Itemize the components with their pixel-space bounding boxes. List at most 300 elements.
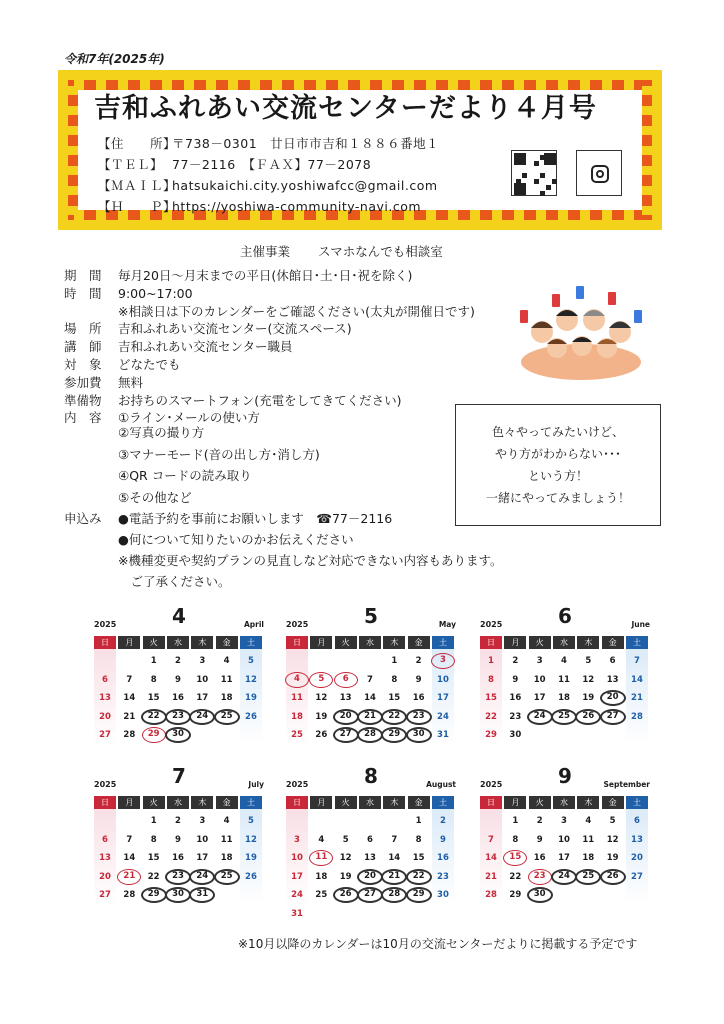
calendar-day: 12 bbox=[582, 674, 595, 685]
calendar-day: 19 bbox=[245, 853, 257, 863]
calendar-day: 13 bbox=[364, 853, 376, 863]
calendar-day: 5 bbox=[248, 816, 254, 826]
calendar-day: 8 bbox=[150, 674, 157, 685]
weekday-header: 火 bbox=[143, 796, 165, 809]
event-title: スマホなんでも相談室 bbox=[318, 244, 443, 259]
footer-note: ※10月以降のカレンダーは10月の交流センターだよりに掲載する予定です bbox=[238, 937, 638, 951]
weekday-header: 金 bbox=[216, 636, 238, 649]
weekday-header: 水 bbox=[553, 796, 575, 809]
weekday-header: 水 bbox=[167, 636, 189, 649]
weekday-header: 金 bbox=[216, 796, 238, 809]
banner-border-dash bbox=[602, 210, 612, 220]
calendar-day: 19 bbox=[339, 871, 352, 882]
invitation-box: 色々やってみたいけど、 やり方がわからない･･･ という方！ 一緒にやってみましょう！ bbox=[455, 404, 661, 526]
calendar-day: 3 bbox=[199, 656, 206, 666]
calendar-day: 15 bbox=[485, 693, 497, 703]
weekday-header: 月 bbox=[118, 636, 140, 649]
calendar-day: 3 bbox=[199, 816, 206, 826]
calendar-day: 29 bbox=[485, 730, 497, 740]
calendar-day: 15 bbox=[503, 850, 527, 866]
calendar-day: 2 bbox=[536, 816, 543, 826]
calendar-day: 9 bbox=[440, 834, 446, 845]
calendar-day: 6 bbox=[609, 656, 616, 666]
calendar-day: 23 bbox=[509, 711, 522, 722]
calendar-day: 17 bbox=[291, 871, 303, 882]
calendar-day: 31 bbox=[291, 908, 303, 919]
calendar-day: 8 bbox=[415, 834, 422, 845]
consultation-day: 25 bbox=[214, 869, 240, 885]
consultation-day: 26 bbox=[600, 869, 626, 885]
weekday-header: 月 bbox=[504, 636, 526, 649]
calendar-day: 11 bbox=[309, 850, 333, 866]
month-calendar bbox=[94, 604, 264, 740]
weekday-header: 木 bbox=[577, 796, 599, 809]
calendar-day: 11 bbox=[582, 834, 595, 845]
weekday-header: 日 bbox=[94, 796, 116, 809]
weekday-header: 木 bbox=[191, 636, 213, 649]
homepage-line: 【Ｈ Ｐ】https://yoshiwa-community-navi.com bbox=[98, 199, 422, 214]
event-detail-row: 期 間 毎月20日～月末までの平日(休館日･土･日･祝を除く) bbox=[64, 268, 413, 283]
calendar-day: 13 bbox=[99, 693, 111, 703]
calendar-day: 19 bbox=[245, 693, 257, 703]
weekday-header: 金 bbox=[408, 636, 430, 649]
calendar-day: 26 bbox=[245, 711, 257, 722]
calendar-day: 2 bbox=[512, 656, 519, 666]
calendar-day: 14 bbox=[123, 693, 136, 703]
calendar-day: 13 bbox=[606, 674, 619, 685]
banner-border-dash bbox=[514, 210, 524, 220]
consultation-day: 26 bbox=[575, 709, 601, 725]
calendar-day: 24 bbox=[437, 711, 449, 722]
calendar-day: 7 bbox=[367, 674, 373, 685]
calendar-day: 10 bbox=[558, 834, 570, 845]
calendar-day: 19 bbox=[582, 693, 595, 703]
calendar-day: 11 bbox=[220, 834, 233, 845]
consultation-day: 28 bbox=[357, 727, 383, 743]
calendar-day: 3 bbox=[294, 834, 300, 845]
calendar-day: 15 bbox=[147, 693, 160, 703]
consultation-day: 22 bbox=[141, 709, 167, 725]
calendar-day: 14 bbox=[388, 853, 401, 863]
calendar-month-number: 4 bbox=[172, 604, 186, 628]
calendar-day: 5 bbox=[585, 656, 592, 666]
calendar-day: 4 bbox=[318, 834, 325, 845]
calendar-year: 2025 bbox=[94, 620, 117, 629]
month-calendar bbox=[286, 764, 456, 919]
calendar-day: 16 bbox=[412, 693, 425, 703]
calendar-day: 22 bbox=[147, 871, 160, 882]
calendar-day: 14 bbox=[631, 674, 643, 685]
calendar-day: 30 bbox=[437, 890, 449, 900]
address-line: 【住 所】〒738－0301 廿日市市吉和１８８６番地１ bbox=[98, 136, 440, 151]
weekday-header: 月 bbox=[310, 636, 332, 649]
calendar-day: 9 bbox=[536, 834, 543, 845]
event-category: 主催事業 bbox=[240, 244, 291, 259]
calendar-day: 11 bbox=[291, 693, 303, 703]
event-detail-row: 対 象 どなたでも bbox=[64, 357, 181, 372]
calendar-day: 12 bbox=[245, 834, 257, 845]
tel-fax-line: 【ＴＥＬ】 77－2116 【ＦＡＸ】77－2078 bbox=[98, 157, 372, 172]
month-calendar bbox=[480, 604, 650, 740]
calendar-day: 5 bbox=[248, 656, 254, 666]
weekday-header: 火 bbox=[529, 796, 551, 809]
calendar-day: 28 bbox=[631, 711, 643, 722]
calendar-month-number: 8 bbox=[364, 764, 378, 788]
calendar-day: 20 bbox=[631, 853, 643, 863]
weekday-header: 日 bbox=[94, 636, 116, 649]
consultation-day: 22 bbox=[406, 869, 432, 885]
calendar-month-name: September bbox=[603, 780, 650, 789]
instagram-icon bbox=[591, 165, 609, 183]
newsletter-title: 吉和ふれあい交流センターだより４月号 bbox=[94, 93, 597, 124]
banner-border-dash bbox=[68, 146, 78, 155]
event-detail-row: 時 間 9:00~17:00 bbox=[64, 285, 193, 301]
consultation-day: 20 bbox=[357, 869, 383, 885]
calendar-month-name: August bbox=[426, 780, 456, 789]
weekday-header: 金 bbox=[602, 636, 624, 649]
consultation-day: 28 bbox=[381, 887, 407, 903]
month-calendar bbox=[94, 764, 264, 900]
banner-border-dash bbox=[642, 166, 652, 175]
calendar-day: 15 bbox=[412, 853, 425, 863]
event-detail-row: 内 容 ①ライン･メールの使い方 bbox=[64, 410, 260, 426]
weekday-header: 木 bbox=[383, 796, 405, 809]
calendar-day: 20 bbox=[99, 871, 111, 882]
weekday-header: 日 bbox=[480, 636, 502, 649]
calendar-day: 23 bbox=[437, 871, 449, 882]
calendar-day: 6 bbox=[367, 834, 373, 845]
apply-note: ご了承ください。 bbox=[118, 574, 231, 589]
calendar-day: 18 bbox=[220, 693, 233, 703]
weekday-header: 火 bbox=[529, 636, 551, 649]
calendar-day: 23 bbox=[528, 869, 552, 885]
event-detail-row: 場 所 吉和ふれあい交流センター(交流スペース) bbox=[64, 321, 352, 337]
calendar-month-name: July bbox=[248, 780, 264, 789]
weekday-header: 土 bbox=[240, 636, 262, 649]
calendar-day: 17 bbox=[533, 693, 546, 703]
consultation-day: 30 bbox=[527, 887, 553, 903]
calendar-day: 19 bbox=[606, 853, 619, 863]
apply-label: 申込み bbox=[64, 511, 102, 526]
calendar-day: 5 bbox=[342, 834, 349, 845]
calendar-day: 2 bbox=[175, 816, 181, 826]
calendar-day: 12 bbox=[606, 834, 619, 845]
calendar-day: 13 bbox=[99, 853, 111, 863]
calendar-day: 14 bbox=[123, 853, 136, 863]
month-calendar bbox=[286, 604, 456, 740]
weekday-header: 火 bbox=[143, 636, 165, 649]
calendar-day: 31 bbox=[437, 730, 449, 740]
calendar-day: 16 bbox=[533, 853, 546, 863]
consultation-day: 23 bbox=[406, 709, 432, 725]
weekday-header: 月 bbox=[118, 796, 140, 809]
calendar-year: 2025 bbox=[286, 780, 309, 789]
weekday-header: 水 bbox=[359, 796, 381, 809]
contents-item: ②写真の撮り方 bbox=[118, 425, 205, 440]
weekday-header: 水 bbox=[167, 796, 189, 809]
calendar-day: 4 bbox=[561, 656, 567, 666]
calendar-day: 7 bbox=[488, 834, 494, 845]
calendar-day: 22 bbox=[485, 711, 497, 722]
consultation-day: 25 bbox=[214, 709, 240, 725]
calendar-day: 1 bbox=[512, 816, 519, 826]
banner-border-dash bbox=[580, 210, 590, 220]
calendar-day: 6 bbox=[334, 672, 358, 688]
calendar-day: 16 bbox=[172, 693, 184, 703]
weekday-header: 月 bbox=[310, 796, 332, 809]
calendar-day: 5 bbox=[609, 816, 616, 826]
calendar-day: 9 bbox=[512, 674, 519, 685]
consultation-day: 27 bbox=[600, 709, 626, 725]
weekday-header: 土 bbox=[432, 796, 454, 809]
consultation-day: 29 bbox=[141, 887, 167, 903]
calendar-day: 3 bbox=[431, 653, 455, 669]
banner-border-dash bbox=[492, 210, 502, 220]
calendar-day: 4 bbox=[223, 816, 230, 826]
calendar-day: 21 bbox=[123, 711, 136, 722]
apply-note: ※機種変更や契約プランの見直しなど対応できない内容もあります。 bbox=[118, 553, 503, 568]
calendar-month-number: 7 bbox=[172, 764, 186, 788]
consultation-day: 21 bbox=[357, 709, 383, 725]
calendar-day: 1 bbox=[415, 816, 422, 826]
consultation-day: 31 bbox=[189, 887, 215, 903]
calendar-day: 3 bbox=[536, 656, 543, 666]
calendar-month-name: May bbox=[438, 620, 456, 629]
consultation-day: 22 bbox=[381, 709, 407, 725]
calendar-year: 2025 bbox=[480, 780, 503, 789]
calendar-year: 2025 bbox=[286, 620, 309, 629]
qr-code-icon[interactable] bbox=[511, 150, 557, 196]
banner-border-dash bbox=[642, 206, 652, 215]
calendar-day: 7 bbox=[391, 834, 398, 845]
calendar-day: 4 bbox=[285, 672, 309, 688]
consultation-day: 29 bbox=[381, 727, 407, 743]
banner-border-dash bbox=[642, 146, 652, 155]
calendar-day: 27 bbox=[631, 871, 643, 882]
calendar-day: 25 bbox=[315, 890, 328, 900]
banner-border-dash bbox=[68, 206, 78, 215]
people-with-phones-illustration bbox=[512, 282, 650, 380]
calendar-day: 8 bbox=[391, 674, 398, 685]
calendar-day: 12 bbox=[245, 674, 257, 685]
calendar-day: 18 bbox=[582, 853, 595, 863]
event-detail-row: ※相談日は下のカレンダーをご確認ください(太丸が開催日です) bbox=[118, 303, 475, 319]
weekday-header: 日 bbox=[286, 636, 308, 649]
apply-note: ●電話予約を事前にお願いします ☎77－2116 bbox=[118, 511, 393, 526]
weekday-header: 金 bbox=[602, 796, 624, 809]
consultation-day: 24 bbox=[189, 869, 215, 885]
calendar-day: 7 bbox=[126, 674, 133, 685]
consultation-day: 23 bbox=[165, 709, 191, 725]
consultation-day: 25 bbox=[575, 869, 601, 885]
calendar-day: 6 bbox=[102, 834, 108, 845]
banner-border-dash bbox=[642, 126, 652, 135]
banner-border-dash bbox=[448, 210, 458, 220]
calendar-year: 2025 bbox=[94, 780, 117, 789]
weekday-header: 土 bbox=[432, 636, 454, 649]
calendar-day: 26 bbox=[315, 730, 328, 740]
banner-border-dash bbox=[536, 210, 546, 220]
calendar-month-number: 6 bbox=[558, 604, 572, 628]
calendar-day: 1 bbox=[150, 656, 157, 666]
weekday-header: 金 bbox=[408, 796, 430, 809]
calendar-day: 11 bbox=[558, 674, 570, 685]
banner-border-dash bbox=[68, 86, 78, 95]
contents-item: ⑤その他など bbox=[118, 489, 192, 505]
calendar-day: 8 bbox=[488, 674, 494, 685]
calendar-day: 13 bbox=[339, 693, 352, 703]
event-detail-row: 準備物 お持ちのスマートフォン(充電をしてきてください) bbox=[64, 392, 402, 408]
calendar-day: 2 bbox=[415, 656, 422, 666]
calendar-month-name: June bbox=[631, 620, 650, 629]
weekday-header: 水 bbox=[553, 636, 575, 649]
calendar-day: 13 bbox=[631, 834, 643, 845]
weekday-header: 火 bbox=[335, 636, 357, 649]
weekday-header: 月 bbox=[504, 796, 526, 809]
calendar-day: 29 bbox=[509, 890, 522, 900]
banner-border-dash bbox=[558, 210, 568, 220]
weekday-header: 木 bbox=[383, 636, 405, 649]
consultation-day: 27 bbox=[357, 887, 383, 903]
calendar-day: 6 bbox=[634, 816, 640, 826]
calendar-day: 1 bbox=[488, 656, 494, 666]
banner-border-dash bbox=[426, 210, 436, 220]
calendar-day: 20 bbox=[99, 711, 111, 722]
calendar-day: 26 bbox=[245, 871, 257, 882]
contents-item: ③マナーモード(音の出し方･消し方) bbox=[118, 446, 320, 462]
calendar-day: 19 bbox=[315, 711, 328, 722]
calendar-day: 6 bbox=[102, 674, 108, 685]
calendar-day: 3 bbox=[561, 816, 567, 826]
consultation-day: 25 bbox=[551, 709, 577, 725]
instagram-qr-icon[interactable] bbox=[576, 150, 622, 196]
calendar-day: 24 bbox=[291, 890, 303, 900]
weekday-header: 土 bbox=[626, 636, 648, 649]
calendar-day: 2 bbox=[175, 656, 181, 666]
calendar-month-name: April bbox=[243, 620, 264, 629]
consultation-day: 30 bbox=[165, 727, 191, 743]
calendar-day: 8 bbox=[150, 834, 157, 845]
consultation-day: 30 bbox=[165, 887, 191, 903]
calendar-day: 9 bbox=[415, 674, 422, 685]
consultation-day: 26 bbox=[333, 887, 359, 903]
consultation-day: 23 bbox=[165, 869, 191, 885]
calendar-day: 21 bbox=[631, 693, 643, 703]
calendar-day: 22 bbox=[509, 871, 522, 882]
calendar-day: 11 bbox=[220, 674, 233, 685]
event-detail-row: 講 師 吉和ふれあい交流センター職員 bbox=[64, 339, 293, 355]
contents-item: ④QR コードの読み取り bbox=[118, 468, 252, 483]
consultation-day: 24 bbox=[551, 869, 577, 885]
calendar-day: 16 bbox=[172, 853, 184, 863]
calendar-day: 12 bbox=[315, 693, 328, 703]
banner-border-dash bbox=[68, 186, 78, 195]
calendar-day: 18 bbox=[558, 693, 570, 703]
calendar-day: 4 bbox=[223, 656, 230, 666]
weekday-header: 木 bbox=[577, 636, 599, 649]
calendar-day: 5 bbox=[309, 672, 333, 688]
month-calendar bbox=[480, 764, 650, 900]
calendar-day: 16 bbox=[509, 693, 522, 703]
calendar-day: 14 bbox=[364, 693, 376, 703]
calendar-day: 14 bbox=[485, 853, 497, 863]
calendar-day: 15 bbox=[147, 853, 160, 863]
banner-border-dash bbox=[68, 126, 78, 135]
calendar-day: 10 bbox=[196, 834, 209, 845]
calendar-day: 28 bbox=[485, 890, 497, 900]
calendar-day: 7 bbox=[634, 656, 640, 666]
event-detail-row: 参加費 無料 bbox=[64, 374, 144, 390]
calendar-day: 9 bbox=[175, 834, 181, 845]
calendar-day: 1 bbox=[150, 816, 157, 826]
calendar-day: 18 bbox=[291, 711, 303, 722]
consultation-day: 20 bbox=[600, 690, 626, 706]
calendar-day: 8 bbox=[512, 834, 519, 845]
banner-border-dash bbox=[642, 86, 652, 95]
calendar-day: 21 bbox=[117, 869, 141, 885]
consultation-day: 29 bbox=[406, 887, 432, 903]
apply-note: ●何について知りたいのかお伝えください bbox=[118, 532, 354, 547]
calendar-day: 4 bbox=[585, 816, 592, 826]
calendar-day: 25 bbox=[291, 730, 303, 740]
calendar-day: 27 bbox=[99, 730, 111, 740]
calendar-month-number: 9 bbox=[558, 764, 572, 788]
consultation-day: 21 bbox=[381, 869, 407, 885]
consultation-day: 27 bbox=[333, 727, 359, 743]
calendar-day: 16 bbox=[437, 853, 449, 863]
calendar-day: 30 bbox=[509, 730, 522, 740]
mail-line: 【ＭＡＩＬ】hatsukaichi.city.yoshiwafcc@gmail.com bbox=[98, 178, 438, 193]
era-label: 令和7年(2025年) bbox=[64, 52, 165, 66]
consultation-day: 24 bbox=[527, 709, 553, 725]
event-heading bbox=[240, 242, 443, 260]
consultation-day: 20 bbox=[333, 709, 359, 725]
consultation-day: 30 bbox=[406, 727, 432, 743]
calendar-day: 7 bbox=[126, 834, 133, 845]
weekday-header: 水 bbox=[359, 636, 381, 649]
weekday-header: 土 bbox=[240, 796, 262, 809]
calendar-day: 12 bbox=[339, 853, 352, 863]
calendar-day: 1 bbox=[391, 656, 398, 666]
banner-border-dash bbox=[624, 210, 634, 220]
calendar-day: 17 bbox=[437, 693, 449, 703]
weekday-header: 火 bbox=[335, 796, 357, 809]
calendar-day: 21 bbox=[485, 871, 497, 882]
calendar-day: 29 bbox=[142, 727, 166, 743]
calendar-day: 17 bbox=[558, 853, 570, 863]
calendar-month-number: 5 bbox=[364, 604, 378, 628]
banner-border-dash bbox=[642, 106, 652, 115]
calendar-year: 2025 bbox=[480, 620, 503, 629]
calendar-day: 10 bbox=[437, 674, 449, 685]
banner-border-dash bbox=[68, 166, 78, 175]
calendar-day: 28 bbox=[123, 730, 136, 740]
calendar-day: 15 bbox=[388, 693, 401, 703]
calendar-day: 27 bbox=[99, 890, 111, 900]
calendar-day: 18 bbox=[315, 871, 328, 882]
banner-border-dash bbox=[642, 186, 652, 195]
weekday-header: 日 bbox=[286, 796, 308, 809]
weekday-header: 土 bbox=[626, 796, 648, 809]
calendar-day: 10 bbox=[291, 853, 303, 863]
banner-border-dash bbox=[470, 210, 480, 220]
calendar-day: 10 bbox=[196, 674, 209, 685]
weekday-header: 木 bbox=[191, 796, 213, 809]
banner-border-dash bbox=[68, 106, 78, 115]
consultation-day: 24 bbox=[189, 709, 215, 725]
calendar-day: 17 bbox=[196, 693, 209, 703]
calendar-day: 10 bbox=[533, 674, 546, 685]
